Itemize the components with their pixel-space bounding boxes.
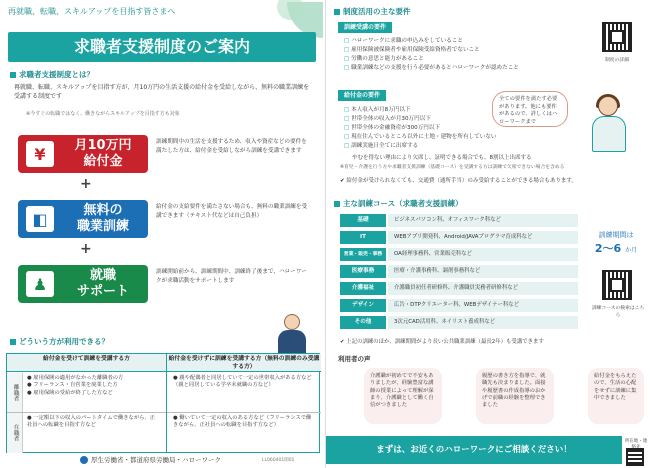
- course-desc: OA経理事務科、営業販売科など: [388, 248, 578, 261]
- table-cell: ● 親や配偶者と同居していて一定の世帯収入がある方など（親と同居している学卒未就職の方など）: [173, 375, 312, 389]
- row-label: 在職者: [7, 413, 23, 453]
- qr-code-icon[interactable]: [602, 22, 632, 52]
- list-item: □ 本人収入が月8万円以下: [344, 106, 504, 115]
- intro-text: 再就職、転職、スキルアップを目指す方が、月10万円の生活支援の給付金を受給しながら、無料の職業訓練を受講する制度です: [14, 84, 310, 100]
- benefit-desc: 訓練期間中の生活を支援するため、収入や資産などの要件を満たした方は、給付金を受給しながら訓練を受講できます: [156, 139, 307, 154]
- course-row: [340, 316, 578, 329]
- course-row: [340, 299, 578, 312]
- footer: 厚生労働省・都道府県労働局・ハローワーク: [80, 455, 221, 464]
- cta-banner[interactable]: まずは、お近くのハローワークにご相談ください！: [326, 436, 622, 464]
- tagline: 再就職、転職、スキルアップを目指す皆さまへ: [8, 7, 176, 16]
- table-cell: ● 一定額以下の収入のパートタイムで働きながら、正社員への転職を目指す方など: [27, 415, 156, 429]
- list-item: □ 雇用保険被保険者や雇用保険受給資格者でないこと: [344, 46, 584, 55]
- plus-icon: +: [80, 176, 92, 192]
- req-allowance-list: [344, 106, 504, 151]
- training-period: [588, 230, 644, 256]
- course-desc: 医療・介護事務科、調剤事務科など: [388, 265, 578, 278]
- course-note: ✔ 上記の訓練のほか、訓練期間がより長い公共職業訓練（最長2年）も受講できます: [340, 339, 544, 345]
- qr-caption: 制度の詳細: [605, 58, 629, 63]
- yen-icon: ¥: [26, 141, 54, 167]
- table-row: [7, 373, 166, 413]
- head: [598, 96, 618, 116]
- table-cell: ● 雇用保険の適用がなかった離職者の方 ● フリーランス・自営業を廃業した方 ● 雇用保険の受給が終了した方など: [27, 375, 124, 396]
- table-row: [167, 413, 321, 453]
- counselor-illustration: [584, 92, 636, 168]
- course-row: [340, 231, 578, 244]
- benefit-desc: 訓練開始前から、訓練期間中、訓練終了後まで、ハローワークが求職活動をサポートします: [156, 269, 307, 284]
- intro-note: ※今すぐの転職ではなく、働きながらスキルアップを目指す方も対象: [26, 111, 180, 117]
- document-code: LL060401開01: [262, 458, 295, 463]
- contact-label: 所在地・連: [624, 439, 648, 444]
- benefit-block: [18, 200, 148, 238]
- course-name: 営業・販売・事務: [340, 248, 386, 261]
- course-name: デザイン: [340, 299, 386, 312]
- requirements-heading: 制度活用の主な要件: [334, 6, 574, 17]
- qr-caption: 訓練コースの検索はこちら: [591, 306, 645, 318]
- section-marker-icon: [334, 9, 340, 15]
- user-voice: 履歴の書き方を指導で、就職先も決まりました。面接や履歴書の作成指導のおかげで前職の経験を整理できました: [476, 368, 554, 424]
- course-row: [340, 214, 578, 227]
- right-page: [325, 0, 650, 468]
- row-label: 離職者: [7, 373, 23, 412]
- list-item: □ ハローワークに求職の申込みをしていること: [344, 37, 584, 46]
- table-header: 給付金を受けずに訓練を受講する方（無料の訓練のみ受講する方）: [168, 356, 320, 370]
- course-row: [340, 282, 578, 295]
- req-allowance-title: 給付金の要件: [338, 90, 386, 101]
- benefit-block: [18, 265, 148, 303]
- benefit-support: [10, 265, 316, 303]
- eligibility-table: [6, 353, 320, 453]
- benefit-training: [10, 200, 316, 238]
- section-marker-icon: [10, 72, 16, 78]
- list-item: □ 現在住んでいるところ以外に土地・建物を所有していない: [344, 133, 584, 142]
- section-marker-icon: [10, 339, 16, 345]
- benefit-desc: 給付金の支給要件を満たさない場合も、無料の職業訓練を受講できます（テキスト代などは自己負担）: [156, 204, 308, 219]
- table-column: [167, 354, 321, 452]
- list-item: □ 労働の意思と能力があること: [344, 55, 584, 64]
- table-row: [167, 373, 321, 413]
- benefit-label: 就職 サポート: [76, 268, 129, 299]
- plus-icon: +: [80, 241, 92, 257]
- user-voice: 介護職が初めてで不安もありましたが、経験豊富な講師の授業によって理解が深まり、介護職として働く自信がつきました: [364, 368, 442, 424]
- req-allowance-extra: やむを得ない理由により欠席し、証明できる場合でも、8割以上出席する: [352, 155, 532, 161]
- who-heading: どういう方が利用できる？: [10, 336, 109, 347]
- period-value: 2〜6 か月: [594, 242, 638, 255]
- course-desc: 広告・DTPクリエーター科、WEBデザイナー科など: [388, 299, 578, 312]
- list-item: □ 職業訓練などの支援を行う必要があるとハローワークが認めたこと: [344, 64, 584, 73]
- list-item: □ 訓練実施日全てに出席する: [344, 142, 504, 151]
- table-row: [7, 413, 166, 453]
- course-row: [340, 265, 578, 278]
- course-desc: 介護職員初任者研修科、介護職員実務者研修科など: [388, 282, 578, 295]
- training-icon: ◧: [26, 206, 54, 232]
- qr-code-icon[interactable]: [602, 270, 632, 300]
- meeting-icon: ♟: [26, 271, 54, 297]
- course-name: 介護福祉: [340, 282, 386, 295]
- table-header: 給付金を受けて訓練を受講する方: [7, 354, 166, 372]
- benefit-label: 月10万円 給付金: [74, 138, 132, 169]
- course-desc: WEBアプリ開発科、Android/JAVAプログラマ育成科など: [388, 231, 578, 244]
- req-training-title: 訓練受講の要件: [338, 22, 392, 33]
- mhlw-logo-icon: [80, 456, 88, 464]
- transport-note: ✔ 給付金が受けられなくても、交通費（通所手当）のみ受給することができる場合もあります。: [340, 178, 577, 184]
- intro-heading: 求職者支援制度とは？: [10, 69, 94, 80]
- benefit-block: [18, 135, 148, 173]
- qr-code-icon[interactable]: [626, 448, 644, 466]
- person-head: [284, 314, 300, 330]
- course-name: その他: [340, 316, 386, 329]
- benefit-allowance: [10, 135, 316, 173]
- req-note: ※育児・介護を行う方や求職者支援訓練（基礎コース）を受講する方は訓練で欠席できない場合を含める: [340, 165, 565, 170]
- page-title: 求職者支援制度のご案内: [8, 32, 316, 62]
- course-name: IT: [340, 231, 386, 244]
- user-voice: 給付金をもらえたので、生活の心配をせずに訓練に集中できました: [588, 368, 644, 424]
- req-training-list: [344, 37, 584, 73]
- body: [592, 116, 626, 152]
- benefit-label: 無料の 職業訓練: [76, 203, 129, 234]
- period-label: 訓練期間は: [598, 231, 634, 239]
- table-cell: ● 働いていて一定の収入のある方など（フリーランスで働きながら、正社員への転職を目指す方など）: [173, 415, 312, 429]
- course-row: [340, 248, 578, 261]
- course-heading: 主な訓練コース（求職者支援訓練）: [334, 198, 574, 209]
- course-name: 基礎: [340, 214, 386, 227]
- list-item: □ 世帯全体の収入が月30万円以下: [344, 115, 504, 124]
- table-column: [7, 354, 167, 452]
- speech-bubble: 全ての要件を満たす必要があります。他にも要件があるので、詳しくはハローワークまで: [492, 91, 568, 127]
- course-name: 医療事務: [340, 265, 386, 278]
- voice-heading: 利用者の声: [338, 355, 371, 363]
- list-item: □ 世帯全体の金融資産が300万円以下: [344, 124, 504, 133]
- course-desc: 3次元CAD活用科、ネイリスト養成科など: [388, 316, 578, 329]
- course-desc: ビジネスパソコン科、オフィスワーク科など: [388, 214, 578, 227]
- section-marker-icon: [334, 201, 340, 207]
